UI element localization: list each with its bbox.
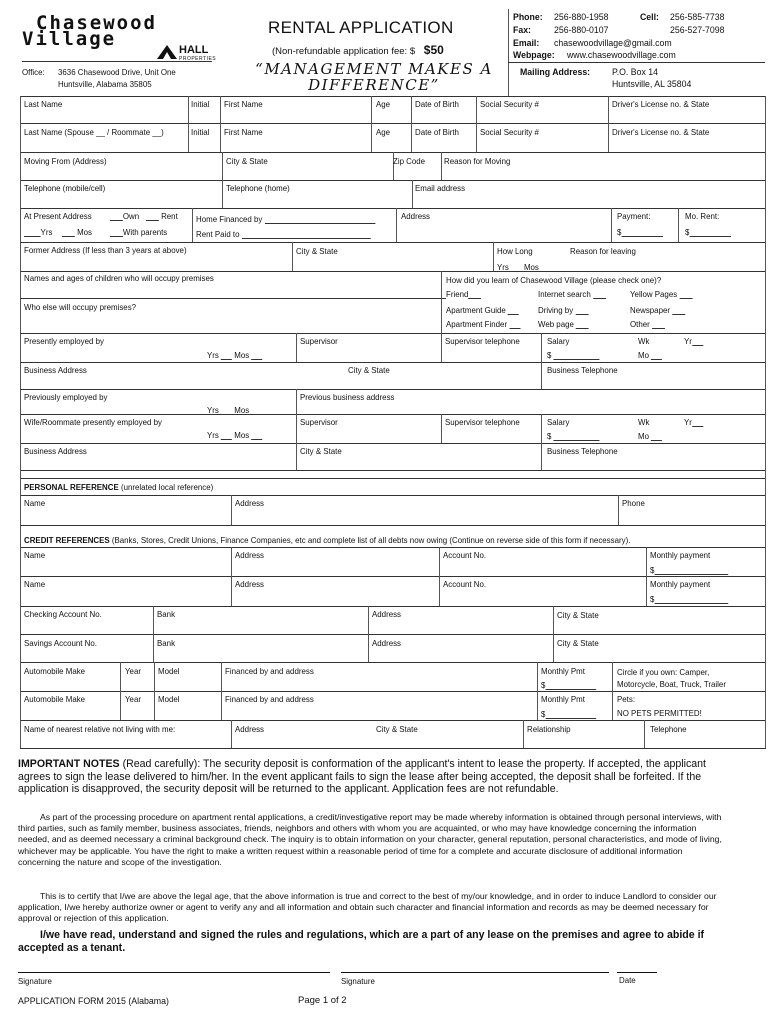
auto1-monthly-label: Monthly Pmt — [541, 666, 585, 676]
own-option[interactable]: Own — [110, 211, 139, 221]
signature2-label: Signature — [341, 976, 375, 986]
supervisor-label: Supervisor — [300, 336, 338, 346]
spouse-ssn-label: Social Security # — [480, 127, 539, 137]
auto2-model-label: Model — [158, 694, 180, 704]
home-financed-by[interactable]: Home Financed by — [196, 214, 375, 224]
wife-supervisor-label: Supervisor — [300, 417, 338, 427]
office-address-line2: Huntsville, Alabama 35805 — [58, 79, 152, 89]
moving-from-label: Moving From (Address) — [24, 156, 107, 166]
email-label: Email: — [513, 38, 540, 49]
email-value[interactable]: chasewoodvillage@gmail.com — [554, 38, 672, 49]
credit-ref2-monthly-field[interactable]: $ — [650, 594, 728, 604]
moving-city-state-label: City & State — [226, 156, 268, 166]
rent-paid-to[interactable]: Rent Paid to — [196, 229, 371, 239]
payment-label: Payment: — [617, 211, 651, 221]
page-title: RENTAL APPLICATION — [268, 18, 454, 37]
auto2-year-label: Year — [125, 694, 141, 704]
signature1-label: Signature — [18, 976, 52, 986]
previously-employed-label: Previously employed by — [24, 392, 108, 402]
internet-search-option[interactable]: Internet search — [538, 289, 606, 299]
credit-ref1-account-label: Account No. — [443, 550, 487, 560]
supervisor-telephone-label: Supervisor telephone — [445, 336, 520, 346]
present-address-field-label: Address — [401, 211, 431, 221]
spouse-first-name-label: First Name — [224, 127, 263, 137]
credit-ref1-monthly-field[interactable]: $ — [650, 565, 728, 575]
savings-account-label: Savings Account No. — [24, 638, 97, 648]
credit-ref1-monthly-label: Monthly payment — [650, 550, 711, 560]
credit-ref2-address-label: Address — [235, 579, 265, 589]
checking-city-state-label: City & State — [557, 610, 599, 620]
presently-employed-label: Presently employed by — [24, 336, 104, 346]
circle-if-own-label: Circle if you own: Camper, Motorcycle, Boat, Truck, Trailer — [617, 667, 726, 689]
last-name-label: Last Name — [24, 99, 63, 109]
mailing-label: Mailing Address: — [520, 67, 591, 78]
signature2-line[interactable] — [341, 972, 609, 973]
fee-amount: $50 — [423, 43, 444, 57]
checking-account-label: Checking Account No. — [24, 609, 102, 619]
motto-line2: DIFFERENCE” — [308, 76, 440, 94]
wife-business-telephone-label: Business Telephone — [547, 446, 618, 456]
present-mos[interactable]: Mos — [62, 227, 92, 237]
reason-leaving-label: Reason for leaving — [570, 246, 636, 256]
credit-ref2-account-label: Account No. — [443, 579, 487, 589]
signature1-line[interactable] — [18, 972, 330, 973]
wife-salary-wk[interactable]: Wk — [638, 417, 650, 427]
apartment-guide-option[interactable]: Apartment Guide — [446, 305, 519, 315]
auto1-year-label: Year — [125, 666, 141, 676]
personal-ref-phone-label: Phone — [622, 498, 645, 508]
age-label: Age — [376, 99, 391, 109]
with-parents-option[interactable]: With parents — [110, 227, 167, 237]
spouse-age-label: Age — [376, 127, 391, 137]
savings-address-label: Address — [372, 638, 402, 648]
important-notes — [18, 758, 724, 796]
savings-city-state-label: City & State — [557, 638, 599, 648]
important-notes-title: IMPORTANT NOTES — [18, 758, 120, 770]
rules-agreement: I/we have read, understand and signed the rules and regulations, which are a part of any lease on the premises and agree to abide if accepted as a tenant. — [18, 929, 705, 954]
salary-yr[interactable]: Yr — [684, 336, 703, 346]
salary-mo[interactable]: Mo — [638, 350, 662, 360]
fax-label: Fax: — [513, 25, 531, 36]
webpage-label: Webpage: — [513, 50, 555, 61]
web-page-option[interactable]: Web page — [538, 319, 589, 329]
investigation-paragraph: As part of the processing procedure on apartment rental applications, a credit/investigative report may be made whereby information is obtained through personal interviews, with third parties, such as family member, business associates, friends, neighbors and others with whom you are acquainted, or who may have knowledge concerning the information needed, and as deemed necessary a criminal background check. The inquiry is to obtain information on your character, general reputation, personal characteristics, and mode of living, whichever may be applicable. You have the right to make a written request within a reasonable period of time for a complete and accurate disclosure of additional information concerning the nature and scope of the investigation. — [18, 812, 722, 867]
logo — [22, 10, 217, 68]
checking-bank-label: Bank — [157, 609, 176, 619]
former-city-state-label: City & State — [296, 246, 338, 256]
mailing-line2: Huntsville, AL 35804 — [612, 79, 692, 90]
office-address-line1: 3636 Chasewood Drive, Unit One — [58, 67, 176, 77]
wife-salary-yr[interactable]: Yr — [684, 417, 703, 427]
date-line[interactable] — [617, 972, 657, 973]
personal-ref-name-label: Name — [24, 498, 46, 508]
previous-business-address-label: Previous business address — [300, 392, 395, 402]
apartment-finder-option[interactable]: Apartment Finder — [446, 319, 520, 329]
friend-option[interactable]: Friend — [446, 289, 481, 299]
no-pets-label: NO PETS PERMITTED! — [617, 708, 702, 718]
driving-by-option[interactable]: Driving by — [538, 305, 588, 315]
wife-supervisor-telephone-label: Supervisor telephone — [445, 417, 520, 427]
personal-reference-heading: PERSONAL REFERENCE (unrelated local reference) — [24, 482, 214, 492]
auto1-financed-label: Financed by and address — [225, 666, 314, 676]
yellow-pages-option[interactable]: Yellow Pages — [630, 289, 692, 299]
who-else-label: Who else will occupy premises? — [24, 302, 137, 312]
telephone-mobile-label: Telephone (mobile/cell) — [24, 183, 106, 193]
first-name-label: First Name — [224, 99, 263, 109]
dob-label: Date of Birth — [415, 99, 459, 109]
logo-line1: Chasewood — [36, 12, 157, 34]
wife-salary-mo[interactable]: Mo — [638, 431, 662, 441]
business-address-label: Business Address — [24, 365, 87, 375]
relative-telephone-label: Telephone — [650, 724, 687, 734]
dl-label: Driver's License no. & State — [612, 99, 710, 109]
motto — [248, 61, 500, 93]
logo-line2: Village — [22, 28, 117, 50]
how-learn-label: How did you learn of Chasewood Village (please check one)? — [446, 275, 662, 285]
former-address-label: Former Address (If less than 3 years at above) — [24, 245, 187, 255]
other-option[interactable]: Other — [630, 319, 665, 329]
zip-code-label: Zip Code — [393, 156, 426, 166]
wife-employed-label: Wife/Roommate presently employed by — [24, 417, 162, 427]
checking-address-label: Address — [372, 609, 402, 619]
spouse-dob-label: Date of Birth — [415, 127, 459, 137]
business-telephone-label: Business Telephone — [547, 365, 618, 375]
auto2-financed-label: Financed by and address — [225, 694, 314, 704]
cell-label: Cell: — [640, 12, 659, 23]
motto-line1: “MANAGEMENT MAKES A — [255, 60, 493, 78]
relative-city-state-label: City & State — [376, 724, 418, 734]
wife-business-city-state-label: City & State — [300, 446, 342, 456]
previous-employment-duration[interactable]: Yrs Mos — [207, 405, 262, 415]
nearest-relative-label: Name of nearest relative not living with me: — [24, 724, 176, 734]
webpage-value[interactable]: www.chasewoodvillage.com — [567, 50, 676, 61]
initial-label: Initial — [191, 99, 210, 109]
office-label: Office: — [22, 67, 45, 77]
children-label: Names and ages of children who will occupy premises — [24, 273, 214, 283]
mo-rent-field[interactable]: $ — [685, 227, 731, 237]
wife-salary-field[interactable]: $ — [547, 431, 600, 441]
credit-ref1-name-label: Name — [24, 550, 46, 560]
cell-value-2: 256-527-7098 — [670, 25, 725, 36]
auto2-monthly-field[interactable]: $ — [541, 709, 596, 719]
phone-value: 256-880-1958 — [554, 12, 609, 23]
salary-wk[interactable]: Wk — [638, 336, 650, 346]
auto2-make-label: Automobile Make — [24, 694, 86, 704]
newspaper-option[interactable]: Newspaper — [630, 305, 685, 315]
credit-ref2-name-label: Name — [24, 579, 46, 589]
salary-field[interactable]: $ — [547, 350, 600, 360]
hall-brand: HALL — [179, 44, 209, 56]
fax-value: 256-880-0107 — [554, 25, 609, 36]
rent-option[interactable]: Rent — [146, 211, 178, 221]
form-id: APPLICATION FORM 2015 (Alabama) — [18, 996, 169, 1006]
mo-rent-label: Mo. Rent: — [685, 211, 720, 221]
business-city-state-label: City & State — [348, 365, 390, 375]
cell-value-1: 256-585-7738 — [670, 12, 725, 23]
present-employment-duration[interactable]: Yrs Mos — [207, 350, 262, 360]
page-number: Page 1 of 2 — [298, 995, 347, 1006]
telephone-home-label: Telephone (home) — [226, 183, 290, 193]
auto1-make-label: Automobile Make — [24, 666, 86, 676]
ssn-label: Social Security # — [480, 99, 539, 109]
relative-address-label: Address — [235, 724, 265, 734]
savings-bank-label: Bank — [157, 638, 176, 648]
date-label: Date — [619, 975, 636, 985]
credit-references-heading: CREDIT REFERENCES (Banks, Stores, Credit Unions, Finance Companies, etc and complete list of all debts now owing (Continue on reverse side of this form if necessary). — [24, 535, 631, 545]
how-long-yrs[interactable]: Yrs Mos — [497, 262, 552, 272]
reason-moving-label: Reason for Moving — [444, 156, 511, 166]
auto2-monthly-label: Monthly Pmt — [541, 694, 585, 704]
credit-ref2-monthly-label: Monthly payment — [650, 579, 711, 589]
fee-note: (Non-refundable application fee: $ $50 — [272, 43, 444, 57]
credit-ref1-address-label: Address — [235, 550, 265, 560]
wife-business-address-label: Business Address — [24, 446, 87, 456]
email-address-label: Email address — [415, 183, 466, 193]
hall-sub: PROPERTIES — [179, 56, 217, 62]
present-yrs[interactable]: Yrs — [24, 227, 52, 237]
personal-ref-address-label: Address — [235, 498, 265, 508]
relationship-label: Relationship — [527, 724, 571, 734]
spouse-dl-label: Driver's License no. & State — [612, 127, 710, 137]
spouse-initial-label: Initial — [191, 127, 210, 137]
auto1-model-label: Model — [158, 666, 180, 676]
certification-paragraph: This is to certify that I/we are above the legal age, that the above information is true and correct to the best of my/our knowledge, and in order to induce Landlord to consider our application, I/we hereby authorize owner or agent to verify any and all information and obtain such character and financial information and records as may be deemed necessary for approval or rejection of this application. — [18, 891, 717, 924]
how-long-label: How Long — [497, 246, 533, 256]
salary-label: Salary — [547, 336, 570, 346]
present-address-label: At Present Address — [24, 211, 92, 221]
pets-label: Pets: — [617, 694, 636, 704]
auto1-monthly-field[interactable]: $ — [541, 680, 596, 690]
spouse-last-name-label: Last Name (Spouse __ / Roommate __) — [24, 127, 164, 137]
wife-employment-duration[interactable]: Yrs Mos — [207, 430, 262, 440]
important-notes-text: (Read carefully): The security deposit is conformation of the applicant's intent to lease the property. If accepted, the applicant agrees to sign the lease delivered to him/her. In the event applicant fails to sign the lease after being accepted, the deposit shall be forfeited. If the application is disapproved, the security deposit will be returned to the applicant. Application fees are not refundable. — [18, 758, 706, 795]
payment-field[interactable]: $ — [617, 227, 663, 237]
wife-salary-label: Salary — [547, 417, 570, 427]
phone-label: Phone: — [513, 12, 543, 23]
mailing-line1: P.O. Box 14 — [612, 67, 658, 78]
